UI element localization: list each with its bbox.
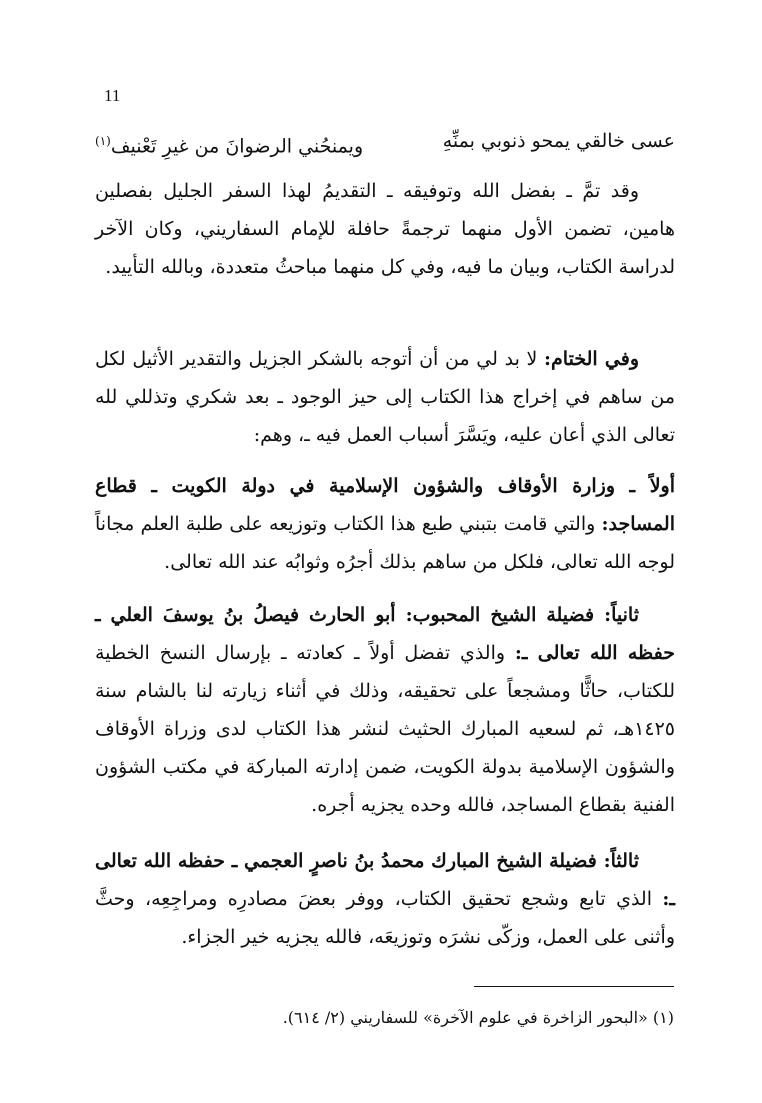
second-thanks-lead: ثانياً: فضيلة الشيخ المحبوب: أبو الحارث فيصلُ بنُ يوسفَ العلي ـ حفظه الله تعالى ـ:: [95, 604, 675, 664]
paragraph-second-thanks: [95, 596, 675, 824]
second-thanks-text: والذي تفضل أولاً ـ كعادته ـ بإرسال النسخ الخطية للكتاب، حاثًّا ومشجعاً على تحقيقه، وذلك في أثناء زيارته لنا بالشام سنة ١٤٢٥هـ، ثم لسعيه المبارك الحثيث لنشر هذا الكتاب لدى وزراة الأوقاف والشؤون الإسلامية بدولة الكويت، ضمن إدارته المباركة في مكتب الشؤون الفنية بقطاع المساجد، فالله وحده يجزيه أجره.: [95, 642, 675, 816]
footnote: (١) «البحور الزاخرة في علوم الآخرة» للسفاريني (٢/ ٦١٤).: [282, 1008, 674, 1027]
first-thanks-lead: أولاً ـ وزارة الأوقاف والشؤون الإسلامية في دولة الكويت ـ قطاع المساجد:: [95, 475, 675, 535]
closing-lead: وفي الختام:: [544, 348, 639, 370]
paragraph-first-thanks: [95, 467, 675, 581]
first-thanks-text: والتي قامت بتبني طبع هذا الكتاب وتوزيعه على طلبة العلم مجاناً لوجه الله تعالى، فلكل من ساهم بذلك أجرُه وثوابُه عند الله تعالى.: [95, 513, 675, 573]
footnote-divider: [474, 986, 674, 987]
third-thanks-lead: ثالثاً: فضيلة الشيخ المبارك محمدُ بنُ ناصرٍ العجمي ـ حفظه الله تعالى ـ:: [95, 850, 675, 910]
paragraph-intro: [95, 172, 675, 286]
paragraph-third-thanks: [95, 842, 675, 956]
poem-verse: [95, 122, 675, 165]
verse-right-hemistich: عسى خالقي يمحو ذنوبي بمنِّهِ: [442, 130, 675, 152]
paragraph-closing: [95, 340, 675, 454]
verse-left-hemistich: [95, 122, 363, 165]
footnote-marker: (١): [95, 134, 111, 148]
closing-text: لا بد لي من أن أتوجه بالشكر الجزيل والتقدير الأثيل لكل من ساهم في إخراج هذا الكتاب إلى حيز الوجود ـ بعد شكري وتذللي لله تعالى الذي أعان عليه، ويَسَّرَ أسباب العمل فيه ـ، وهم:: [95, 348, 675, 446]
page-number: 11: [104, 86, 121, 105]
verse-left-text: ويمنحُني الرضوانَ من غيرِ تَعْنيف: [110, 135, 364, 158]
paragraph-intro-text: وقد تمَّ ـ بفضل الله وتوفيقه ـ التقديمُ لهذا السفر الجليل بفصلين هامين، تضمن الأول منهما ترجمةً حافلة للإمام السفاريني، وكان الآخر لدراسة الكتاب، وبيان ما فيه، وفي كل منهما مباحثُ متعددة، وبالله التأييد.: [95, 180, 675, 278]
third-thanks-text: الذي تابع وشجع تحقيق الكتاب، ووفر بعضَ مصادرِه ومراجِعِه، وحثَّ وأثنى على العمل، وزكّى نشرَه وتوزيعَه، فالله يجزيه خير الجزاء.: [95, 888, 675, 948]
